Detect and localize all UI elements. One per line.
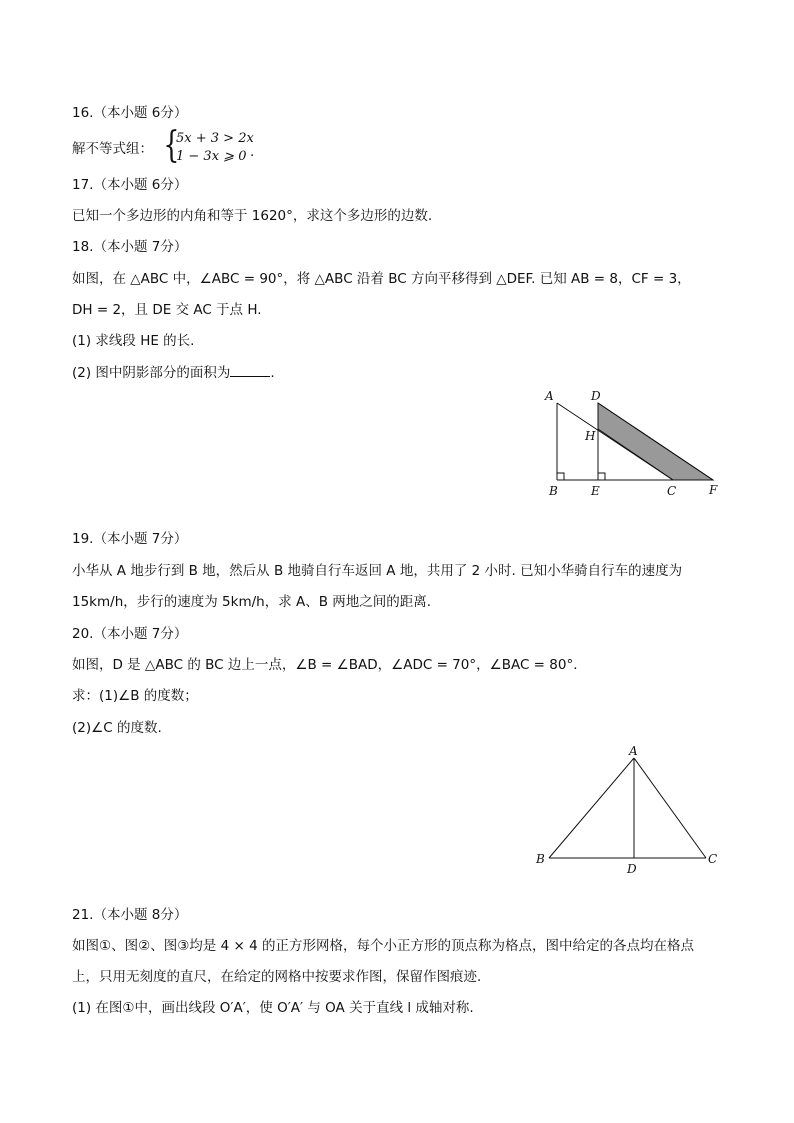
label-B: B xyxy=(536,852,545,866)
label-H: H xyxy=(585,429,596,443)
label-D: D xyxy=(627,862,637,876)
q20-line1: 如图，D 是 △ABC 的 BC 边上一点，∠B = ∠BAD，∠ADC = 70°，∠BAC = 80°. xyxy=(72,657,578,673)
q19-line1: 小华从 A 地步行到 B 地，然后从 B 地骑自行车返回 A 地，共用了 2 小时. 已知小华骑自行车的速度为 xyxy=(72,563,683,579)
label-B: B xyxy=(549,484,558,498)
label-A: A xyxy=(545,389,554,403)
system-brace: { xyxy=(163,125,180,166)
q21-line2: 上，只用无刻度的直尺，在给定的网格中按要求作图，保留作图痕迹. xyxy=(72,969,482,985)
q21-part1: (1) 在图①中，画出线段 O′A′，使 O′A′ 与 OA 关于直线 l 成轴对称. xyxy=(72,1000,474,1016)
q19-header: 19.（本小题 7分） xyxy=(72,531,188,547)
q18-line1: 如图，在 △ABC 中，∠ABC = 90°，将 △ABC 沿着 BC 方向平移得到 △DEF. 已知 AB = 8，CF = 3， xyxy=(72,271,691,287)
q16-inequality-1: 5x + 3 > 2x xyxy=(176,131,254,146)
q18-figure xyxy=(535,385,735,503)
side-AB xyxy=(549,758,634,858)
q16-prompt: 解不等式组： xyxy=(72,141,153,157)
label-C: C xyxy=(667,484,677,498)
q17-text: 已知一个多边形的内角和等于 1620°，求这个多边形的边数. xyxy=(72,208,433,224)
q18-part1: (1) 求线段 HE 的长. xyxy=(72,333,195,349)
q21-header: 21.（本小题 8分） xyxy=(72,907,188,923)
label-F: F xyxy=(709,483,718,497)
right-angle-E xyxy=(598,473,605,480)
q18-part2-prefix: (2) 图中阴影部分的面积为 xyxy=(72,365,231,381)
q20-header: 20.（本小题 7分） xyxy=(72,626,188,642)
q21-line1: 如图①、图②、图③均是 4 × 4 的正方形网格，每个小正方形的顶点称为格点，图中给定的各点均在格点 xyxy=(72,938,694,954)
q18-header: 18.（本小题 7分） xyxy=(72,239,188,255)
q20-line2: 求：(1)∠B 的度数； xyxy=(72,688,198,704)
q16-period: . xyxy=(250,144,255,160)
q18-part2-suffix: . xyxy=(270,365,275,381)
right-angle-B xyxy=(557,473,564,480)
q17-header: 17.（本小题 6分） xyxy=(72,177,188,193)
q18-part2 xyxy=(72,364,275,382)
label-E: E xyxy=(591,484,600,498)
label-C: C xyxy=(708,852,718,866)
label-D: D xyxy=(591,389,601,403)
q16-inequality-2: 1 − 3x ⩾ 0 xyxy=(176,149,247,164)
q20-figure xyxy=(530,740,730,880)
q20-line3: (2)∠C 的度数. xyxy=(72,720,162,736)
label-A: A xyxy=(629,744,638,758)
q18-line2: DH = 2，且 DE 交 AC 于点 H. xyxy=(72,302,262,318)
q19-line2: 15km/h，步行的速度为 5km/h，求 A、B 两地之间的距离. xyxy=(72,594,432,610)
answer-blank xyxy=(230,364,270,377)
side-AC xyxy=(634,758,706,858)
q16-header: 16.（本小题 6分） xyxy=(72,105,188,121)
